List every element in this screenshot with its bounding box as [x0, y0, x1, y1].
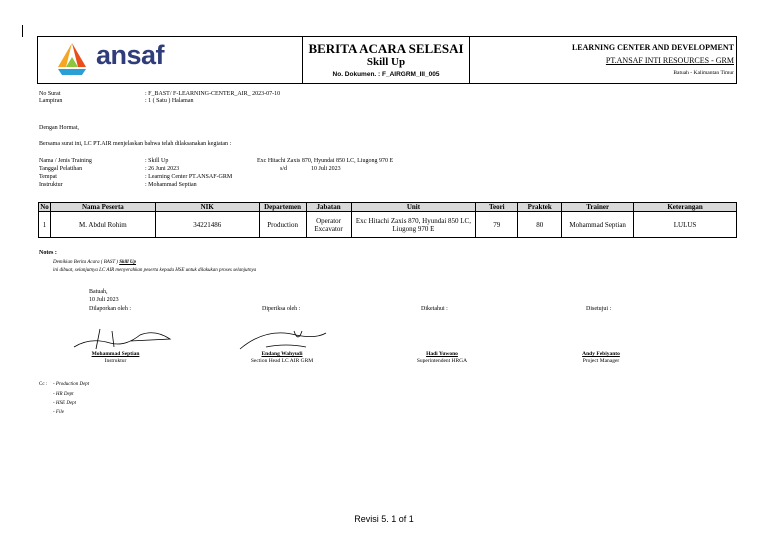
signatory-4: [551, 351, 651, 364]
checked-by-label: Diperiksa oleh :: [262, 306, 301, 312]
cell-position: Operator Excavator: [306, 212, 351, 238]
column-header: Trainer: [562, 203, 634, 212]
ansaf-logo-icon: [52, 39, 92, 79]
signatory-1-role: Instruktur: [104, 357, 127, 364]
cc-item: - File: [53, 410, 64, 415]
column-header: Unit: [351, 203, 476, 212]
cell-practice: 80: [518, 212, 562, 238]
org-name: LEARNING CENTER AND DEVELOPMENT: [571, 43, 734, 52]
instructor-label: Instruktur: [39, 182, 63, 188]
notes-label: Notes :: [39, 250, 57, 256]
signature-1-icon: [70, 325, 175, 353]
cc-item: - HR Dept: [53, 392, 74, 397]
participant-table: [38, 202, 737, 238]
lampiran-label: Lampiran: [39, 98, 63, 104]
training-date-label: Tanggal Pelatihan: [39, 166, 83, 172]
no-surat-value: : F_BAST/ F-LEARNING-CENTER_AIR_ 2023-07-10: [145, 91, 281, 97]
document-number: No. Dokumen. : F_AIRGRM_III_005: [332, 71, 440, 78]
place-value: : Learning Center PT.ANSAF-GRM: [145, 174, 233, 180]
instructor-value: : Mohammad Septian: [145, 182, 197, 188]
signatory-1-name: Mohammad Septian: [91, 351, 140, 357]
cell-name: M. Abdul Rohim: [50, 212, 155, 238]
column-header: Nama Peserta: [50, 203, 155, 212]
company-name: PT.ANSAF INTI RESOURCES - GRM: [605, 56, 734, 65]
signatory-3-name: Hadi Yuwono: [426, 351, 458, 357]
training-date-start: : 26 Juni 2023: [145, 166, 180, 172]
notes-line1-text: Demikian Berita Acara ( BAST ): [53, 260, 118, 265]
signature-2-icon: [236, 323, 331, 353]
location: Batuah - Kalimantan Timur: [673, 70, 734, 76]
page-footer: Revisi 5. 1 of 1: [354, 514, 414, 524]
column-header: NIK: [155, 203, 259, 212]
training-name-label: Nama / Jenis Training: [39, 158, 92, 164]
reported-by-label: Dilaporkan oleh :: [89, 306, 131, 312]
no-surat-label: No Surat: [39, 91, 61, 97]
greeting: Dengan Hormat,: [39, 125, 79, 131]
column-header: Departemen: [259, 203, 306, 212]
cell-remarks: LULUS: [634, 212, 737, 238]
logo-text: ansaf: [96, 40, 165, 70]
training-date-end: 10 Juli 2023: [311, 166, 341, 172]
date-separator: s/d: [280, 166, 288, 172]
notes-line2: ini dibuat, selanjutnya LC AIR menyerahkan peserta kepada HSE untuk dilakukan proses selanjutnya: [53, 268, 257, 273]
signatory-1: [68, 351, 163, 364]
column-header: Keterangan: [634, 203, 737, 212]
intro-text: Bersama surat ini, LC PT.AIR menjelaskan bahwa telah dilaksanakan kegiatan :: [39, 141, 232, 147]
document-title: BERITA ACARA SELESAI: [308, 41, 464, 56]
cell-nik: 34221486: [155, 212, 259, 238]
signatory-4-role: Project Manager: [582, 357, 620, 364]
cell-no: 1: [39, 212, 51, 238]
cc-item: - HSE Dept: [53, 401, 77, 406]
training-name-value: : Skill Up: [145, 158, 169, 164]
signatory-4-name: Andy Febiyanto: [582, 351, 620, 357]
notes-line1: [53, 260, 136, 265]
lampiran-value: : 1 ( Satu ) Halaman: [145, 98, 194, 104]
document-subtitle: Skill Up: [366, 56, 406, 68]
acknowledged-by-label: Diketahui :: [421, 306, 448, 312]
signatory-2: [227, 351, 337, 364]
notes-line1-bold: Skill Up: [119, 260, 137, 265]
column-header: Praktek: [518, 203, 562, 212]
approved-by-label: Disetujui :: [586, 306, 612, 312]
sign-place: Batuah,: [89, 289, 108, 295]
training-unit: Exc Hitachi Zaxis 870, Hyundai 850 LC, Liugong 970 E: [257, 158, 394, 164]
signatory-2-role: Section Head LC AIR GRM: [250, 357, 314, 364]
column-header: Jabatan: [306, 203, 351, 212]
cell-department: Production: [259, 212, 306, 238]
column-header: Teori: [476, 203, 518, 212]
cc-label: Cc :: [39, 382, 48, 387]
cell-trainer: Mohammad Septian: [562, 212, 634, 238]
signatory-3: [392, 351, 492, 364]
signatory-2-name: Endang Wahyudi: [261, 351, 303, 357]
cell-unit: Exc Hitachi Zaxis 870, Hyundai 850 LC, Liugong 970 E: [351, 212, 476, 238]
sign-date: 10 Juli 2023: [89, 297, 119, 303]
text-cursor: [22, 25, 23, 37]
cell-theory: 79: [476, 212, 518, 238]
place-label: Tempat: [39, 174, 57, 180]
column-header: No: [40, 203, 49, 211]
table-row: [39, 212, 737, 238]
table-header-row: [39, 203, 737, 212]
cc-item: - Production Dept: [53, 382, 90, 387]
signatory-3-role: Superintendent HRGA: [416, 357, 468, 364]
